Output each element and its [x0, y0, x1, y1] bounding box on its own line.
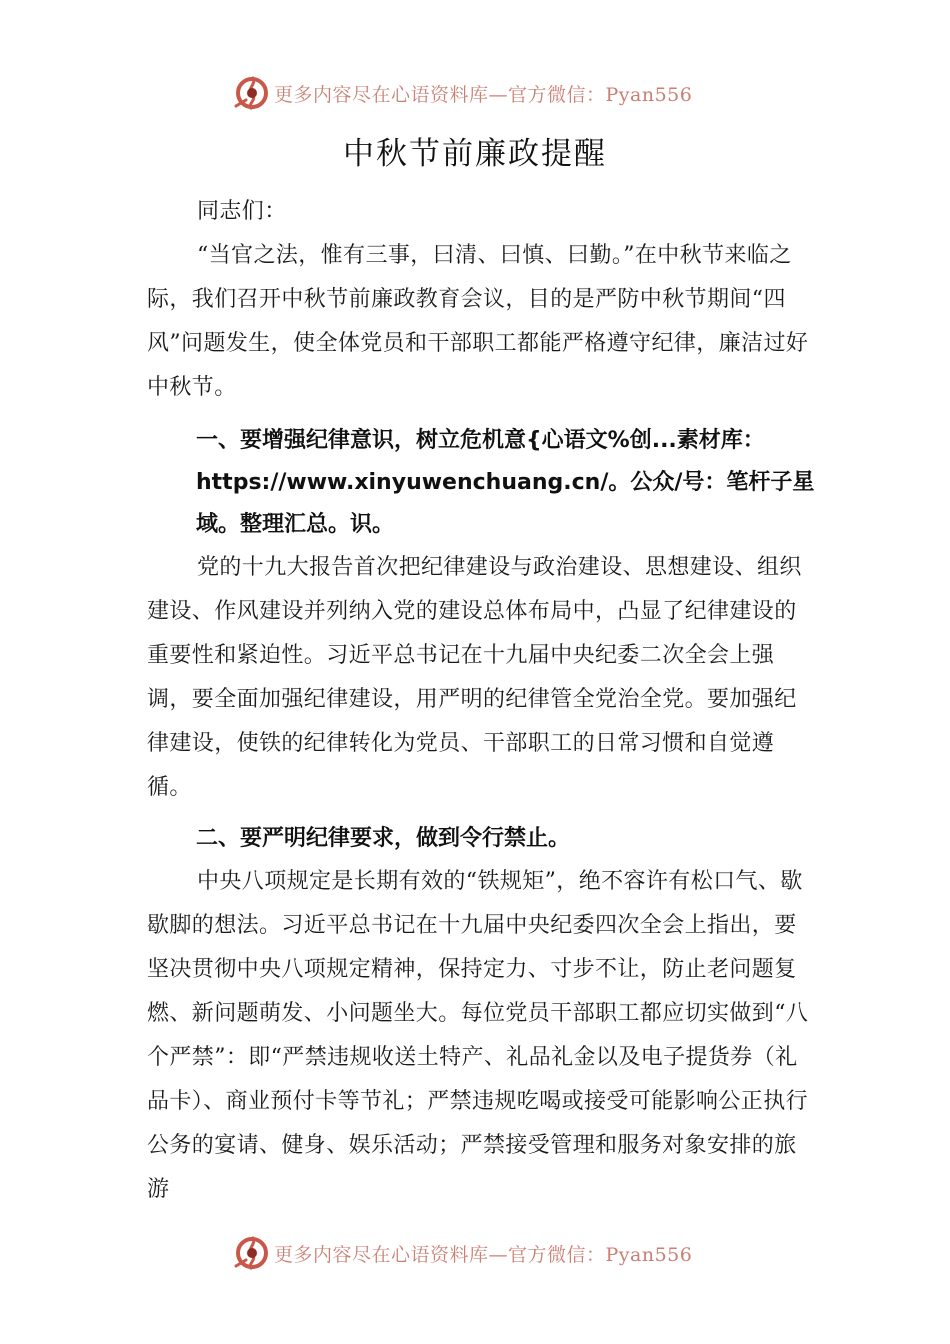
intro-paragraph: “当官之法，惟有三事，曰清、曰慎、曰勤。”在中秋节来临之际，我们召开中秋节前廉政教育会议，目的是严防中秋节期间“四风”问题发生，使全体党员和干部职工都能严格遵守纪律，廉洁过好中秋节。 [147, 243, 809, 400]
logo-icon [232, 1232, 272, 1272]
logo-icon [232, 72, 272, 112]
watermark-text: 更多内容尽在心语资料库—官方微信：Pyan556 [274, 1244, 693, 1266]
page-title: 中秋节前廉政提醒 [343, 136, 607, 172]
section-1-paragraph: 党的十九大报告首次把纪律建设与政治建设、思想建设、组织建设、作风建设并列纳入党的建设总体布局中，凸显了纪律建设的重要性和紧迫性。习近平总书记在十九届中央纪委二次全会上强调，要全面加强纪律建设，用严明的纪律管全党治全党。要加强纪律建设，使铁的纪律转化为党员、干部职工的日常习惯和自觉遵循。 [147, 555, 802, 800]
section-2-paragraph: 中央八项规定是长期有效的“铁规矩”，绝不容许有松口气、歇歇脚的想法。习近平总书记在十九届中央纪委四次全会上指出，要坚决贯彻中央八项规定精神，保持定力、寸步不让，防止老问题复燃、新问题萌发、小问题坐大。每位党员干部职工都应切实做到“八个严禁”：即“严禁违规收送土特产、礼品礼金以及电子提货券（礼品卡）、商业预付卡等节礼；严禁违规吃喝或接受可能影响公正执行公务的宴请、健身、娱乐活动；严禁接受管理和服务对象安排的旅游 [147, 869, 809, 1202]
section-1-heading: 一、要增强纪律意识，树立危机意{心语文%创...素材库：https://www.xinyuwenchuang.cn/。公众/号：笔杆子星域。整理汇总。识。 [196, 428, 815, 537]
watermark-banner-bottom [0, 1232, 950, 1276]
greeting: 同志们： [197, 199, 287, 224]
watermark-text: 更多内容尽在心语资料库—官方微信：Pyan556 [274, 84, 693, 106]
section-2-heading: 二、要严明纪律要求，做到令行禁止。 [196, 826, 571, 851]
watermark-banner-top [0, 72, 950, 116]
